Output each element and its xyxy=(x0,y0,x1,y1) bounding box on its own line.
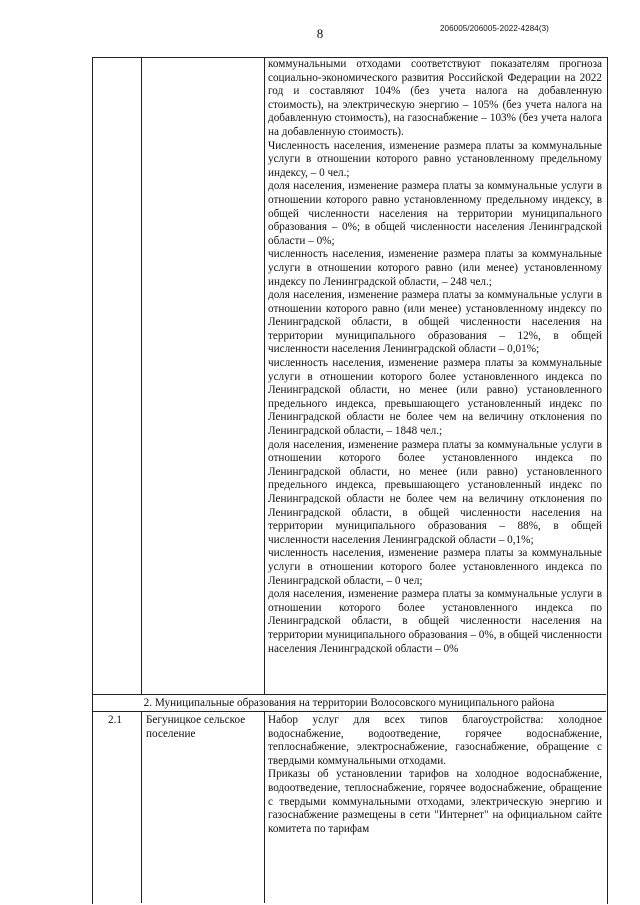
paragraph-share-above-region: доля населения, изменение размера платы за коммунальные услуги в отношении которого более установленного индекса по Ленинградской области, в общей численности населения на территории муниципального образования – 0%, в общей численности населения Ленинградской области – 0% xyxy=(268,588,602,655)
paragraph-population-equal-limit: Численность населения, изменение размера платы за коммунальные услуги в отношении которого равно установленному предельному индексу, – 0 чел.; xyxy=(268,139,602,179)
section-title: 2. Муниципальные образования на территории Волосовского муниципального района xyxy=(143,697,555,709)
column-divider-2b xyxy=(264,711,265,903)
paragraph-population-above-index: численность населения, изменение размера платы за коммунальные услуги в отношении которого более установленного индекса по Ленинградской области, но менее (или равно) установленного предельного индекса, превышающего установленный индекс по Ленинградской области не более чем на величину отклонения по Ленинградской области, – 1848 чел.; xyxy=(268,357,602,438)
column-divider-1 xyxy=(141,57,142,694)
row-number: 2.1 xyxy=(108,714,122,726)
paragraph-population-below-index: численность населения, изменение размера платы за коммунальные услуги в отношении которого равно (или менее) установленному индексу по Ленинградской области, – 248 чел.; xyxy=(268,248,602,288)
paragraph-forecast: коммунальными отходами соответствуют показателям прогноза социально-экономического развития Российской Федерации на 2022 год и составляют 104% (без учета налога на добавленную стоимость), на электрическую энергию – 105% (без учета налога на добавленную стоимость), на газоснабжение – 103% (без учета налога на добавленную стоимость). xyxy=(268,58,602,138)
paragraph-share-below-index: доля населения, изменение размера платы за коммунальные услуги в отношении которого равно (или менее) установленному индексу по Ленинградской области, в общей численности населения на территории муниципального образования – 12%, в общей численности населения Ленинградской области – 0,01%; xyxy=(268,289,602,356)
paragraph-population-above-region: численность населения, изменение размера платы за коммунальные услуги в отношении которого более установленного индекса по Ленинградской области, – 0 чел; xyxy=(268,547,602,587)
row-divider-2-1 xyxy=(92,711,606,712)
paragraph-share-equal-limit: доля населения, изменение размера платы за коммунальные услуги в отношении которого равно установленному предельному индексу, в общей численности населения на территории муниципального образования – 0%; в общей численности населения Ленинградской области – 0%; xyxy=(268,180,602,247)
paragraph-share-above-index: доля населения, изменение размера платы за коммунальные услуги в отношении которого более установленного индекса по Ленинградской области, но менее (или равно) установленного предельного индекса, превышающего установленный индекс по Ленинградской области не более чем на величину отклонения по Ленинградской области, в общей численности населения на территории муниципального образования – 88%, в общей численности населения Ленинградской области – 0,1%; xyxy=(268,438,602,546)
continued-cell-text xyxy=(268,58,602,656)
column-divider-1b xyxy=(141,711,142,903)
row-cell-text xyxy=(268,714,602,836)
paragraph-services: Набор услуг для всех типов благоустройства: холодное водоснабжение, водоотведение, горячее водоснабжение, теплоснабжение, электроснабжение, газоснабжение, обращение с твердыми коммунальными отходами. xyxy=(268,714,602,767)
page-number: 8 xyxy=(316,26,324,41)
document-code: 206005/206005-2022-4284(3) xyxy=(440,24,549,33)
row-divider-section xyxy=(92,694,606,695)
municipality-name: Бегуницкое сельское поселение xyxy=(146,714,246,740)
paragraph-orders: Приказы об установлении тарифов на холодное водоснабжение, водоотведение, теплоснабжение, горячее водоснабжение, обращение с твердыми коммунальными отходами, электрическую энергию и газоснабжение размещены в сети "Интернет" на официальном сайте комитета по тарифам xyxy=(268,768,602,835)
column-divider-2 xyxy=(264,57,265,694)
